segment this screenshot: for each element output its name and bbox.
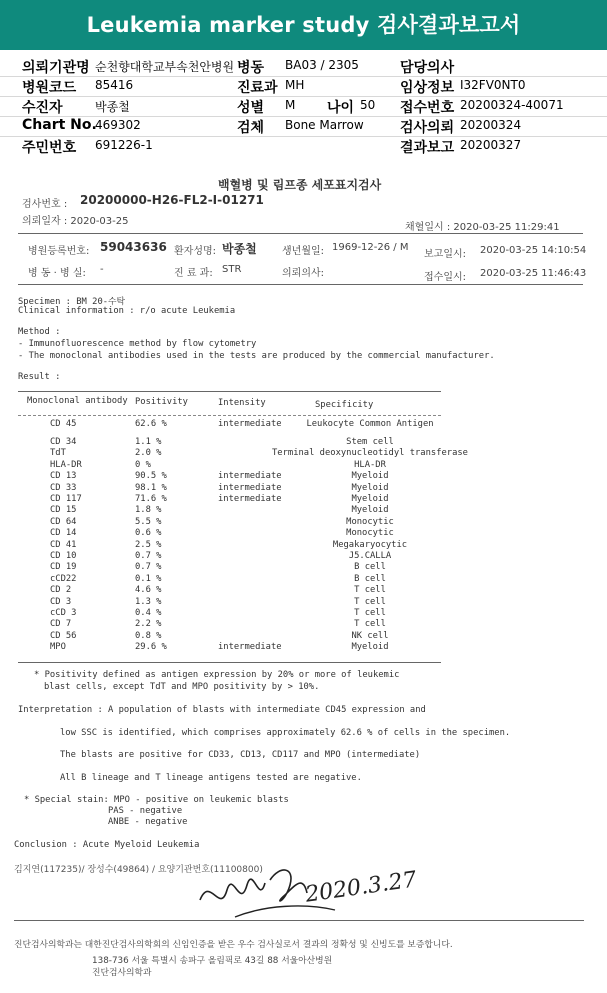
interpretation-line-1: Interpretation : A population of blasts with intermediate CD45 expression and xyxy=(18,705,426,715)
marker-specificity: T cell xyxy=(354,608,386,618)
chart-label: Chart No. xyxy=(22,117,97,133)
marker-specificity: Myeloid xyxy=(351,505,389,516)
marker-antibody: CD 7 xyxy=(50,619,72,630)
request-date-line: 의뢰일자 : 2020-03-25 xyxy=(22,216,129,227)
marker-positivity: 98.1 % xyxy=(135,482,167,493)
special-stain-2: PAS - negative xyxy=(108,806,183,816)
clinical-info-value: I32FV0NT0 xyxy=(460,78,526,92)
conclusion: Conclusion : Acute Myeloid Leukemia xyxy=(14,840,200,850)
marker-positivity: 29.6 % xyxy=(135,642,167,653)
sex-label: 성별 xyxy=(237,100,265,116)
footnote-line-1: * Positivity defined as antigen expression by 20% or more of leukemic xyxy=(34,670,400,680)
marker-antibody: CD 19 xyxy=(50,562,77,573)
exam-no-value: 20200000-H26-FL2-I-01271 xyxy=(80,193,264,207)
marker-intensity: intermediate xyxy=(218,471,282,482)
marker-positivity: 0.7 % xyxy=(135,562,162,573)
marker-positivity: 0.6 % xyxy=(135,528,162,539)
footnote-line-2: blast cells, except TdT and MPO positivity by > 10%. xyxy=(44,682,320,692)
patient-name-value: 박종철 xyxy=(222,242,257,256)
marker-antibody: HLA-DR xyxy=(50,459,82,470)
marker-specificity: Myeloid xyxy=(351,471,389,482)
marker-antibody: TdT xyxy=(50,448,66,459)
report-value: 20200327 xyxy=(460,138,522,152)
marker-intensity: intermediate xyxy=(218,642,282,653)
ward-label: 병동 xyxy=(237,60,265,76)
col-intensity: Intensity xyxy=(218,398,266,408)
marker-specificity: B cell xyxy=(354,562,386,573)
marker-antibody: CD 45 xyxy=(50,419,77,429)
reg-no-label: 병원등록번호: xyxy=(28,246,90,257)
patient-name-label: 환자성명: xyxy=(174,246,217,257)
dept-label: 진 료 과: xyxy=(174,268,213,279)
age-value: 50 xyxy=(360,98,376,112)
reg-no-value: 59043636 xyxy=(100,240,167,254)
marker-specificity: B cell xyxy=(354,573,386,584)
marker-specificity: Monocytic xyxy=(346,528,394,539)
doctor-label: 담당의사 xyxy=(400,60,455,76)
col-specificity: Specificity xyxy=(315,400,374,410)
institution-value: 순천향대학교부속천안병원 xyxy=(95,60,235,74)
interpretation-line-4: All B lineage and T lineage antigens tested are negative. xyxy=(60,773,362,783)
sex-value: M xyxy=(285,98,296,112)
divider xyxy=(0,76,607,77)
signature-date: 2020.3.27 xyxy=(303,867,419,908)
marker-antibody: CD 13 xyxy=(50,471,77,482)
interpretation-line-3: The blasts are positive for CD33, CD13, CD117 and MPO (intermediate) xyxy=(60,750,421,760)
marker-positivity: 0 % xyxy=(135,459,151,470)
marker-specificity: Terminal deoxynucleotidyl transferase xyxy=(272,448,468,459)
report-time-label: 보고일시: xyxy=(424,249,467,260)
method-line-2: - The monoclonal antibodies used in the tests are produced by the commercial manufacturer. xyxy=(18,351,495,361)
clinical-info-label: 임상정보 xyxy=(400,80,455,96)
marker-specificity: Myeloid xyxy=(351,494,389,504)
marker-antibody: MPO xyxy=(50,642,66,653)
signers: 김지연(117235)/ 장성수(49864) / 요양기관번호(11100800) xyxy=(14,865,263,875)
col-antibody: Monoclonal antibody xyxy=(27,396,128,406)
divider xyxy=(18,415,441,416)
marker-antibody: cCD22 xyxy=(50,573,77,584)
ward-value-2: - xyxy=(100,264,104,275)
ward-label-2: 병 동 · 병 실: xyxy=(28,268,86,279)
marker-specificity: Megakaryocytic xyxy=(332,539,408,550)
exam-no-label: 검사번호 : xyxy=(22,199,68,210)
special-stain-3: ANBE - negative xyxy=(108,817,188,827)
marker-antibody: CD 56 xyxy=(50,630,77,641)
marker-positivity: 1.3 % xyxy=(135,596,162,607)
marker-specificity: T cell xyxy=(354,585,386,596)
marker-specificity: Myeloid xyxy=(351,642,389,653)
marker-specificity: HLA-DR xyxy=(354,459,386,470)
dept-footer: 진단검사의학과 xyxy=(92,968,152,978)
specimen-label: 검체 xyxy=(237,120,265,136)
certification-line: 진단검사의학과는 대한진단검사의학회의 신임인증을 받은 우수 검사실로서 결과의 정확성 및 신빙도를 보증합니다. xyxy=(14,940,453,950)
marker-antibody: CD 10 xyxy=(50,551,77,561)
marker-positivity: 2.2 % xyxy=(135,619,162,630)
scan-title: 백혈병 및 림프종 세포표지검사 xyxy=(218,178,382,192)
divider xyxy=(18,284,583,285)
request-value: 20200324 xyxy=(460,118,522,132)
marker-antibody: CD 2 xyxy=(50,585,72,596)
divider xyxy=(14,920,584,921)
collect-date-line: 채혈일시 : 2020-03-25 11:29:41 xyxy=(405,222,560,233)
marker-positivity: 71.6 % xyxy=(135,494,167,504)
department-label: 진료과 xyxy=(237,80,278,96)
marker-antibody: CD 3 xyxy=(50,596,72,607)
receipt-time-value: 2020-03-25 11:46:43 xyxy=(480,268,587,279)
marker-antibody: cCD 3 xyxy=(50,608,77,618)
patient-value: 박종철 xyxy=(95,100,130,114)
marker-antibody: CD 41 xyxy=(50,539,77,550)
id-label: 주민번호 xyxy=(22,140,77,156)
marker-positivity: 1.8 % xyxy=(135,505,162,516)
marker-specificity: T cell xyxy=(354,619,386,630)
marker-intensity: intermediate xyxy=(218,494,282,504)
marker-antibody: CD 117 xyxy=(50,494,82,504)
divider xyxy=(18,233,583,234)
report-title: Leukemia marker study 검사결과보고서 xyxy=(86,13,521,37)
method-line-1: - Immunofluorescence method by flow cytometry xyxy=(18,339,257,349)
marker-specificity: J5.CALLA xyxy=(348,551,392,561)
marker-intensity: intermediate xyxy=(218,482,282,493)
marker-positivity: 4.6 % xyxy=(135,585,162,596)
marker-antibody: CD 64 xyxy=(50,516,77,527)
birth-value: 1969-12-26 / M xyxy=(332,242,409,253)
institution-label: 의뢰기관명 xyxy=(22,60,90,76)
method-title: Method : xyxy=(18,327,61,337)
receipt-no-value: 20200324-40071 xyxy=(460,98,564,112)
marker-specificity: Myeloid xyxy=(351,482,389,493)
marker-intensity: intermediate xyxy=(218,419,282,429)
marker-specificity: Leukocyte Common Antigen xyxy=(306,419,434,429)
marker-antibody: CD 14 xyxy=(50,528,77,539)
hospital-code-label: 병원코드 xyxy=(22,80,77,96)
patient-label: 수진자 xyxy=(22,100,63,116)
interpretation-line-2: low SSC is identified, which comprises approximately 62.6 % of cells in the specimen. xyxy=(60,728,511,738)
marker-antibody: CD 15 xyxy=(50,505,77,516)
marker-positivity: 2.0 % xyxy=(135,448,162,459)
marker-specificity: Monocytic xyxy=(346,516,394,527)
marker-positivity: 0.7 % xyxy=(135,551,162,561)
dept-value: STR xyxy=(222,264,242,275)
marker-positivity: 1.1 % xyxy=(135,437,162,447)
divider xyxy=(0,96,607,97)
marker-positivity: 0.8 % xyxy=(135,630,162,641)
report-time-value: 2020-03-25 14:10:54 xyxy=(480,245,587,256)
birth-label: 생년월일: xyxy=(282,246,325,257)
marker-antibody: CD 34 xyxy=(50,437,77,447)
receipt-no-label: 접수번호 xyxy=(400,100,455,116)
id-value: 691226-1 xyxy=(95,138,153,152)
marker-positivity: 62.6 % xyxy=(135,419,167,429)
divider xyxy=(18,662,441,663)
marker-specificity: T cell xyxy=(354,596,386,607)
chart-value: 469302 xyxy=(95,118,141,132)
col-positivity: Positivity xyxy=(135,397,188,407)
specimen-line: Specimen : BM 20-수탁 xyxy=(18,297,126,307)
result-title: Result : xyxy=(18,372,61,382)
report-label: 결과보고 xyxy=(400,140,455,156)
marker-antibody: CD 33 xyxy=(50,482,77,493)
marker-specificity: Stem cell xyxy=(346,437,394,447)
age-label: 나이 xyxy=(327,100,355,116)
specimen-value: Bone Marrow xyxy=(285,118,364,132)
marker-positivity: 2.5 % xyxy=(135,539,162,550)
divider xyxy=(0,136,607,137)
receipt-time-label: 접수일시: xyxy=(424,272,467,283)
request-label: 검사의뢰 xyxy=(400,120,455,136)
marker-positivity: 90.5 % xyxy=(135,471,167,482)
handwritten-signature xyxy=(195,855,425,934)
marker-positivity: 0.1 % xyxy=(135,573,162,584)
ward-value: BA03 / 2305 xyxy=(285,58,359,72)
special-stain-1: * Special stain: MPO - positive on leukemic blasts xyxy=(24,795,289,805)
clinical-line: Clinical information : r/o acute Leukemia xyxy=(18,306,236,316)
hospital-code-value: 85416 xyxy=(95,78,134,92)
marker-positivity: 0.4 % xyxy=(135,608,162,618)
department-value: MH xyxy=(285,78,305,92)
address: 138-736 서울 특별시 송파구 올림픽로 43길 88 서울아산병원 xyxy=(92,956,333,966)
req-doctor-label: 의뢰의사: xyxy=(282,268,325,279)
marker-positivity: 5.5 % xyxy=(135,516,162,527)
divider xyxy=(18,391,441,392)
marker-specificity: NK cell xyxy=(351,630,389,641)
